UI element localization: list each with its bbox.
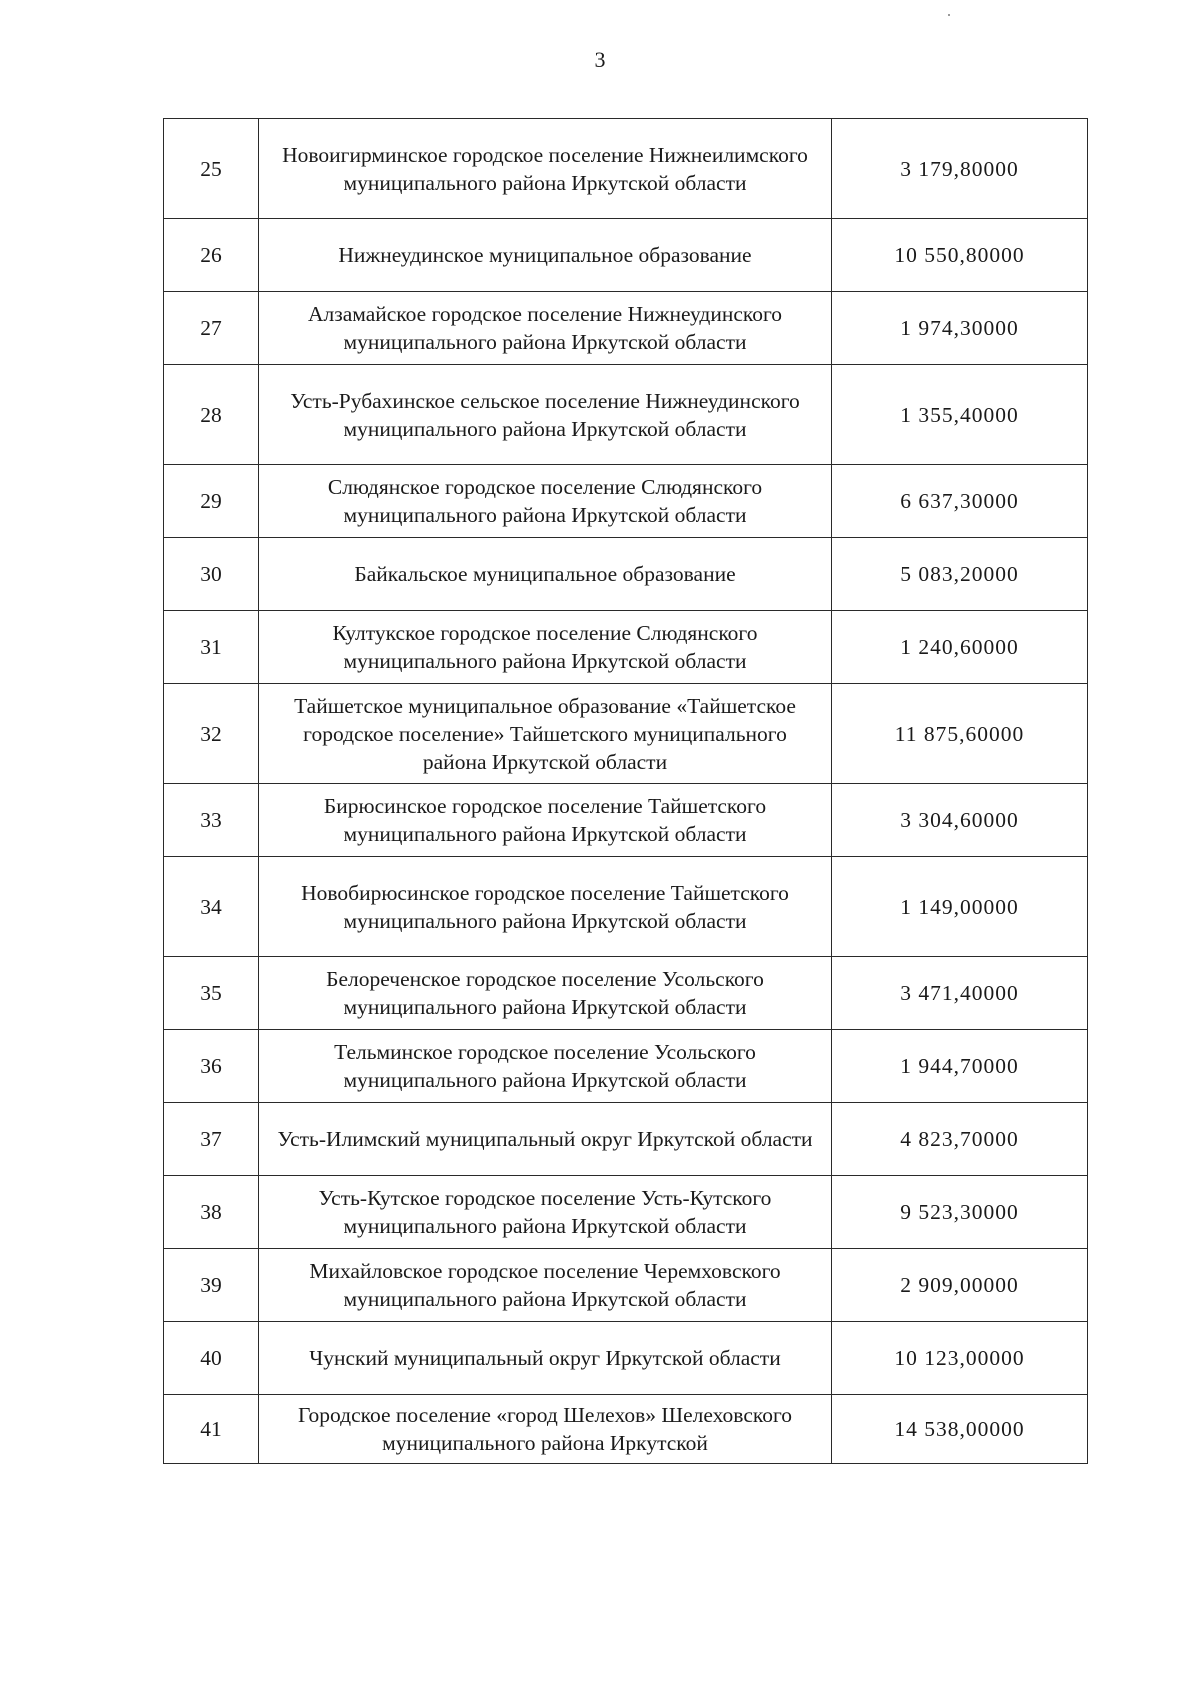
table-row [164, 857, 1088, 957]
allocation-amount: 11 875,60000 [832, 684, 1088, 784]
allocation-amount: 3 179,80000 [832, 119, 1088, 219]
allocation-table [163, 118, 1088, 1464]
row-number: 27 [164, 292, 259, 365]
table-row [164, 465, 1088, 538]
page-number: 3 [594, 47, 606, 72]
municipality-name: Новоигирминское городское поселение Нижнеилимского муниципального района Иркутской области [259, 119, 832, 219]
municipality-name: Белореченское городское поселение Усольского муниципального района Иркутской области [259, 957, 832, 1030]
row-number: 28 [164, 365, 259, 465]
allocation-amount: 10 550,80000 [832, 219, 1088, 292]
municipality-name: Алзамайское городское поселение Нижнеудинского муниципального района Иркутской области [259, 292, 832, 365]
table-row [164, 1176, 1088, 1249]
table-row [164, 957, 1088, 1030]
municipality-name: Усть-Илимский муниципальный округ Иркутской области [259, 1103, 832, 1176]
allocation-amount: 3 304,60000 [832, 784, 1088, 857]
municipality-name: Слюдянское городское поселение Слюдянского муниципального района Иркутской области [259, 465, 832, 538]
municipality-name: Новобирюсинское городское поселение Тайшетского муниципального района Иркутской области [259, 857, 832, 957]
row-number: 38 [164, 1176, 259, 1249]
table-body [164, 119, 1088, 1464]
allocation-amount: 2 909,00000 [832, 1249, 1088, 1322]
row-number: 26 [164, 219, 259, 292]
row-number: 36 [164, 1030, 259, 1103]
municipality-name: Бирюсинское городское поселение Тайшетского муниципального района Иркутской области [259, 784, 832, 857]
municipality-name: Усть-Кутское городское поселение Усть-Кутского муниципального района Иркутской области [259, 1176, 832, 1249]
row-number: 32 [164, 684, 259, 784]
row-number: 39 [164, 1249, 259, 1322]
allocation-amount: 1 944,70000 [832, 1030, 1088, 1103]
municipality-name: Усть-Рубахинское сельское поселение Нижнеудинского муниципального района Иркутской области [259, 365, 832, 465]
table-row [164, 784, 1088, 857]
row-number: 34 [164, 857, 259, 957]
table-row [164, 1322, 1088, 1395]
row-number: 29 [164, 465, 259, 538]
table-row [164, 684, 1088, 784]
municipality-name: Нижнеудинское муниципальное образование [259, 219, 832, 292]
row-number: 33 [164, 784, 259, 857]
table-row [164, 119, 1088, 219]
row-number: 37 [164, 1103, 259, 1176]
allocation-amount: 10 123,00000 [832, 1322, 1088, 1395]
municipality-name: Городское поселение «город Шелехов» Шелеховского муниципального района Иркутской [259, 1395, 832, 1464]
table-row [164, 219, 1088, 292]
municipality-name: Байкальское муниципальное образование [259, 538, 832, 611]
allocation-amount: 4 823,70000 [832, 1103, 1088, 1176]
allocation-amount: 5 083,20000 [832, 538, 1088, 611]
allocation-amount: 1 355,40000 [832, 365, 1088, 465]
table-row [164, 365, 1088, 465]
scan-speck [948, 14, 950, 16]
municipality-name: Култукское городское поселение Слюдянского муниципального района Иркутской области [259, 611, 832, 684]
row-number: 40 [164, 1322, 259, 1395]
row-number: 30 [164, 538, 259, 611]
table-row [164, 538, 1088, 611]
table-row [164, 1103, 1088, 1176]
municipality-name: Тельминское городское поселение Усольского муниципального района Иркутской области [259, 1030, 832, 1103]
table-row [164, 292, 1088, 365]
table-row [164, 1395, 1088, 1464]
row-number: 31 [164, 611, 259, 684]
table-row [164, 1249, 1088, 1322]
allocation-amount: 1 240,60000 [832, 611, 1088, 684]
municipality-name: Чунский муниципальный округ Иркутской области [259, 1322, 832, 1395]
row-number: 35 [164, 957, 259, 1030]
row-number: 41 [164, 1395, 259, 1464]
table-row [164, 1030, 1088, 1103]
municipality-name: Тайшетское муниципальное образование «Тайшетское городское поселение» Тайшетского муниципального района Иркутской области [259, 684, 832, 784]
table-row [164, 611, 1088, 684]
allocation-amount: 6 637,30000 [832, 465, 1088, 538]
allocation-amount: 9 523,30000 [832, 1176, 1088, 1249]
allocation-amount: 14 538,00000 [832, 1395, 1088, 1464]
municipality-name: Михайловское городское поселение Черемховского муниципального района Иркутской области [259, 1249, 832, 1322]
row-number: 25 [164, 119, 259, 219]
allocation-amount: 3 471,40000 [832, 957, 1088, 1030]
allocation-amount: 1 974,30000 [832, 292, 1088, 365]
allocation-amount: 1 149,00000 [832, 857, 1088, 957]
